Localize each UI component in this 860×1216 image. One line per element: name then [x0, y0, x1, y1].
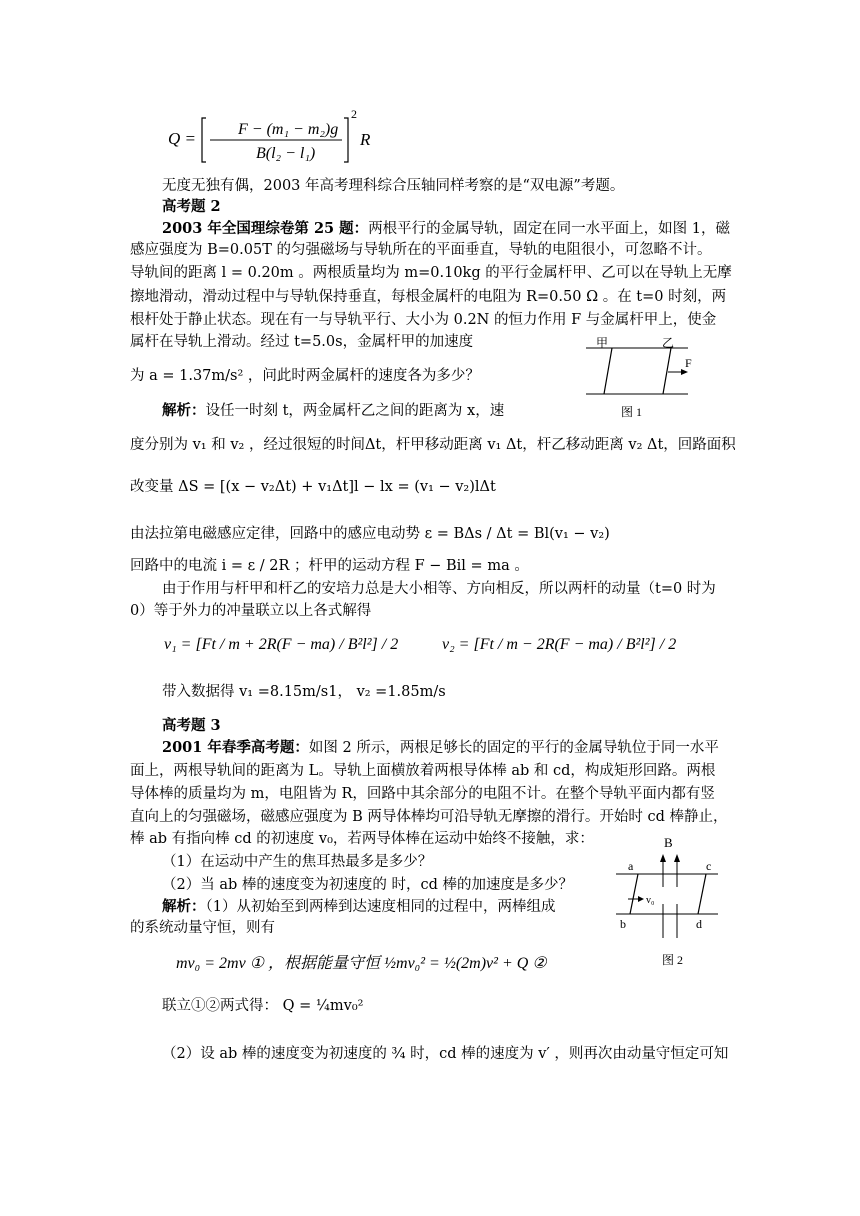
p3-line-a	[162, 738, 762, 758]
eq-q-exponent: 2	[351, 107, 357, 121]
s2-line-f: 由于作用与杆甲和杆乙的安培力总是大小相等、方向相反，所以两杆的动量（t=0 时为	[162, 581, 716, 597]
s2-line-b: 度分别为 v₁ 和 v₂ ，经过很短的时间Δt，杆甲移动距离 v₁ Δt，杆乙移动距离 v₂ Δt，回路面积	[130, 437, 736, 453]
p2-line-d: 擦地滑动，滑动过程中与导轨保持垂直，每根金属杆的电阻为 R=0.50 Ω 。在 t=0 时刻，两	[130, 289, 727, 305]
fig2-label-d: d	[696, 917, 702, 931]
p3-line-c: 导体棒的质量均为 m，电阻皆为 R，回路中其余部分的电阻不计。在整个导轨平面内都有竖	[130, 786, 715, 802]
s3-lead: 解析：	[162, 898, 206, 915]
s3-line-b: 的系统动量守恒，则有	[130, 920, 275, 936]
p3-lead: 2001 年春季高考题：	[162, 739, 309, 756]
s2-line-g: 0）等于外力的冲量联立以上各式解得	[130, 603, 372, 619]
fig1-caption: 图 1	[621, 405, 643, 419]
s2-line-h: 带入数据得 v₁ =8.15m/s1， v₂ =1.85m/s	[162, 684, 446, 700]
fig2-label-c: c	[706, 859, 712, 873]
p3-question-2: （2）当 ab 棒的速度变为初速度的 时，cd 棒的加速度是多少？	[162, 877, 573, 893]
p2-text-a: 两根平行的金属导轨，固定在同一水平面上，如图 1，磁	[368, 221, 731, 237]
s2-equation-v1: v₁ = [Ft / m + 2R(F − ma) / B²l²] / 2	[164, 636, 399, 653]
p2-line-c: 导轨间的距离 l = 0.20m 。两根质量均为 m=0.10kg 的平行金属杆甲、乙可以在导轨上无摩	[130, 265, 732, 281]
p2-line-f: 属杆在导轨上滑动。经过 t=5.0s，金属杆甲的加速度	[130, 334, 474, 350]
figure-2	[608, 832, 738, 978]
p2-lead: 2003 年全国理综卷第 25 题：	[162, 220, 369, 237]
s2-line-e: 回路中的电流 i = ε / 2R ；杆甲的运动方程 F − Bil = ma 。	[130, 558, 529, 574]
fig1-label-jia: 甲	[596, 336, 609, 350]
fig2-label-b: b	[620, 917, 626, 931]
fig1-label-f: F	[685, 356, 692, 370]
s2-equation-v2: v₂ = [Ft / m − 2R(F − ma) / B²l²] / 2	[442, 636, 677, 653]
s2-line-d: 由法拉第电磁感应定律，回路中的感应电动势 ε = BΔs / Δt = Bl(v₁ − v₂)	[130, 526, 610, 542]
p2-line-b: 感应强度为 B=0.05T 的匀强磁场与导轨所在的平面垂直，导轨的电阻很小，可忽略不计。	[130, 242, 712, 258]
s2-text-a: 设任一时刻 t，两金属杆乙之间的距离为 x，速	[205, 403, 505, 419]
p3-line-b: 面上，两根导轨间的距离为 L。导轨上面横放着两根导体棒 ab 和 cd，构成矩形回路。两根	[130, 763, 716, 779]
s2-lead: 解析：	[162, 402, 206, 419]
line-intro: 无度无独有偶，2003 年高考理科综合压轴同样考察的是“双电源”考题。	[162, 178, 625, 194]
p2-line-e: 根杆处于静止状态。现在有一与导轨平行、大小为 0.2N 的恒力作用 F 与金属杆甲上，使金	[130, 312, 717, 328]
equation-q-top-svg	[168, 104, 358, 168]
p3-line-e: 棒 ab 有指向棒 cd 的初速度 v₀，若两导体棒在运动中始终不接触，求：	[130, 831, 594, 847]
s2-line-a	[162, 401, 762, 421]
heading-problem-2: 高考题 2	[162, 198, 221, 215]
s3-line-c: 联立①②两式得： Q = ¼mv₀²	[162, 998, 364, 1014]
s3-text-a: （1）从初始至到两棒到达速度相同的过程中，两棒组成	[205, 899, 556, 915]
eq-q-lhs: Q =	[168, 129, 196, 148]
fig2-label-a: a	[628, 859, 634, 873]
s3-equation-1: mv₀ = 2mv ① ，根据能量守恒 ½mv₀² = ½(2m)v² + Q ②	[176, 955, 547, 972]
fig2-label-b-field: B	[664, 835, 673, 850]
p3-text-a: 如图 2 所示，两根足够长的固定的平行的金属导轨位于同一水平	[308, 740, 719, 756]
figure-2-svg	[608, 832, 738, 978]
fig2-caption: 图 2	[662, 953, 684, 967]
fig1-label-yi: 乙	[662, 336, 675, 350]
equation-q-top	[168, 104, 358, 168]
fig2-label-v0: v₀	[646, 895, 655, 906]
s3-line-d: （2）设 ab 棒的速度变为初速度的 ¾ 时，cd 棒的速度为 v′ ，则再次由动量守恒定可知	[162, 1046, 729, 1062]
eq-q-tail: R	[360, 130, 371, 149]
eq-q-numerator: F − (m₁ − m₂)g	[238, 121, 339, 138]
p2-line-a	[162, 219, 762, 239]
s2-line-c: 改变量 ΔS = [(x − v₂Δt) + v₁Δt]l − lx = (v₁ − v₂)lΔt	[130, 479, 496, 495]
p3-question-1: （1）在运动中产生的焦耳热最多是多少？	[162, 854, 433, 870]
heading-problem-3: 高考题 3	[162, 717, 221, 734]
p2-line-g: 为 a = 1.37m/s² ，问此时两金属杆的速度各为多少？	[130, 368, 480, 384]
eq-q-denominator: B(l₂ − l₁)	[256, 145, 316, 162]
p3-line-d: 直向上的匀强磁场，磁感应强度为 B 两导体棒均可沿导轨无摩擦的滑行。开始时 cd 棒静止，	[130, 809, 728, 825]
